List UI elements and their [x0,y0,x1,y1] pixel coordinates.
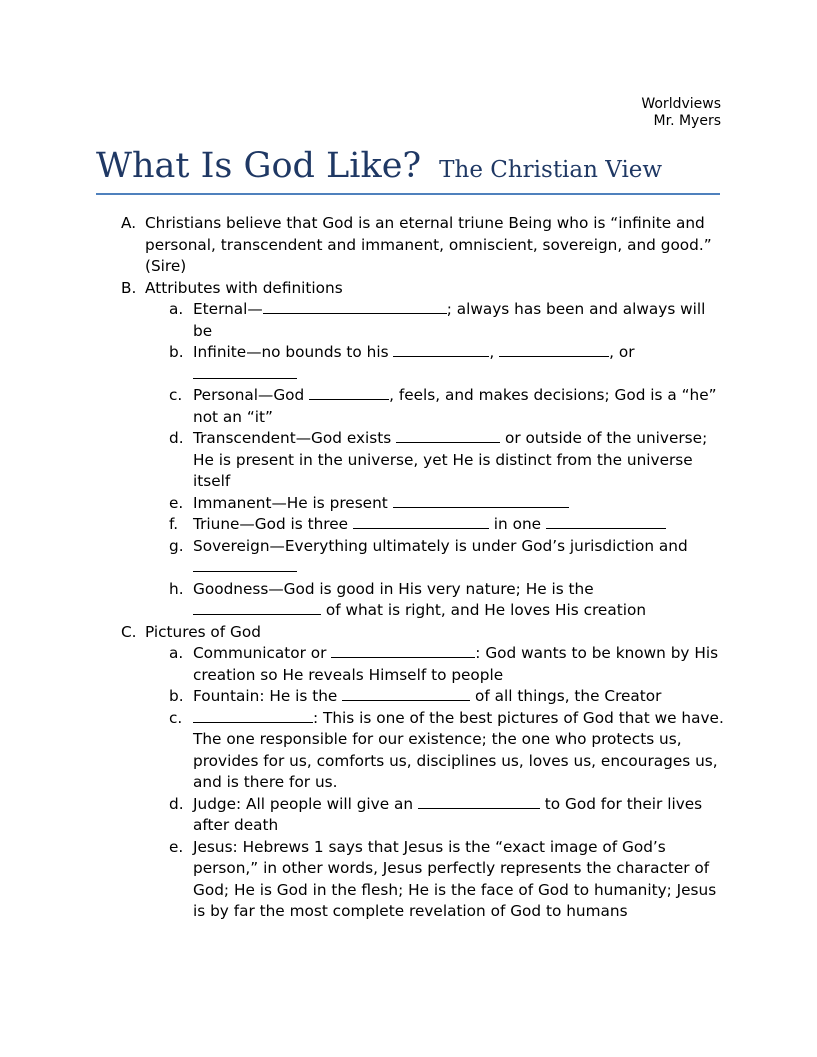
attribute-sovereign [96,536,726,579]
fill-in-blank[interactable] [193,708,313,723]
item-text: Sovereign—Everything ultimately is under God’s jurisdiction and [193,536,688,555]
list-marker: A. [121,214,137,232]
fill-in-blank[interactable] [546,514,666,529]
picture-communicator [96,643,726,686]
item-text: Infinite—no bounds to his [193,343,394,361]
item-text: or outside of the universe; He is present in the universe, yet He is distinct from the universe itself [193,429,708,490]
item-text: ; always has been and always will be [193,300,706,340]
list-marker: h. [169,579,184,598]
attribute-eternal [96,299,726,342]
item-text: Transcendent—God exists [193,429,397,447]
attribute-personal [96,385,726,428]
course-name: Worldviews [641,96,721,112]
fill-in-blank[interactable] [342,686,470,701]
item-text: Triune—God is three [193,515,353,533]
fill-in-blank[interactable] [393,342,489,357]
fill-in-blank[interactable] [193,600,321,615]
item-text: Goodness—God is good in His very nature; He is the [193,579,594,598]
teacher-name: Mr. Myers [653,113,721,129]
list-marker: d. [169,429,184,447]
item-text: Communicator or [193,644,332,662]
header-block [641,96,721,130]
list-marker: e. [169,493,184,512]
section-heading: Pictures of God [145,622,261,641]
page-subtitle: The Christian View [439,157,663,183]
fill-in-blank[interactable] [353,514,489,529]
list-marker: e. [169,837,184,856]
item-text: , or [609,343,635,361]
section-text: Christians believe that God is an eternal triune Being who is “infinite and personal, transcendent and immanent, omniscient, sovereign, and good.” (Sire) [145,214,712,275]
item-text: of all things, the Creator [470,687,662,705]
section-b [96,278,726,300]
fill-in-blank[interactable] [499,342,609,357]
section-heading: Attributes with definitions [145,278,343,297]
item-text: , feels, and makes decisions; God is a “he” not an “it” [193,386,717,426]
fill-in-blank[interactable] [309,385,389,400]
item-text: Jesus: Hebrews 1 says that Jesus is the “exact image of God’s person,” in other words, Jesus perfectly represents the character of God; He is God in the flesh; He is the face of God to humanity; Jesus is by far the most complete revelation of God to humans [193,837,717,920]
picture-judge [96,794,726,837]
item-text: , [489,343,500,361]
item-text: Personal—God [193,386,310,404]
section-c [96,622,726,644]
list-marker: a. [169,300,184,318]
item-text: in one [488,515,546,533]
item-text: Fountain: He is the [193,687,343,705]
attribute-infinite [96,342,726,385]
section-a [96,213,726,278]
attribute-goodness [96,579,726,622]
attribute-immanent [96,493,726,515]
fill-in-blank[interactable] [193,557,297,572]
list-marker: c. [169,708,183,727]
list-marker: f. [169,515,179,533]
list-marker: b. [169,687,184,705]
page-title: What Is God Like? [96,146,422,186]
title-rule [96,193,720,195]
title-row [96,146,720,186]
item-text: Eternal— [193,300,263,318]
list-marker: d. [169,794,184,813]
fill-in-blank[interactable] [263,299,447,314]
blank-line [193,557,726,579]
item-text: Immanent—He is present [193,493,393,512]
attribute-transcendent [96,428,726,493]
worksheet-content [96,213,726,923]
fill-in-blank[interactable] [396,428,500,443]
list-marker: B. [121,278,137,297]
item-text: : God wants to be known by His creation so He reveals Himself to people [193,644,719,684]
list-marker: g. [169,536,184,555]
attribute-triune [96,514,726,536]
picture-father [96,708,726,794]
list-marker: a. [169,644,184,662]
fill-in-blank[interactable] [393,493,569,508]
item-text: : This is one of the best pictures of God that we have. The one responsible for our existence; the one who protects us, provides for us, comforts us, disciplines us, loves us, encourages us, and is there for us. [193,708,724,791]
list-marker: c. [169,386,183,404]
item-text: Judge: All people will give an [193,794,418,813]
fill-in-blank[interactable] [193,364,297,379]
picture-fountain [96,686,726,708]
fill-in-blank[interactable] [331,643,475,658]
item-text: to God for their lives after death [193,794,703,834]
item-text: of what is right, and He loves His creation [321,601,647,619]
blank-line [193,364,726,386]
list-marker: b. [169,343,184,361]
list-marker: C. [121,622,137,641]
fill-in-blank[interactable] [418,794,540,809]
picture-jesus [96,837,726,923]
